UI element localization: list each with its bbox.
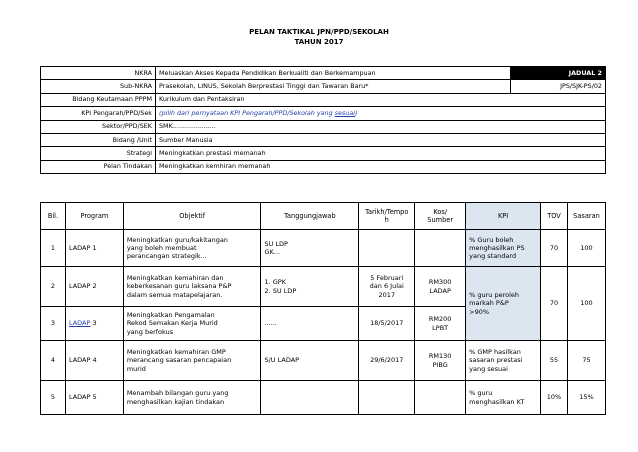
table-row: [41, 230, 606, 267]
nkra-value: Meluaskan Akses Kepada Pendidikan Berkualiti dan Berkemampuan: [156, 67, 511, 80]
cell-objektif: [123, 381, 261, 415]
cell-line: yang standard: [469, 252, 517, 261]
bidang-row: [41, 93, 606, 106]
cell-sasaran: 100: [567, 230, 605, 267]
pelan-value: Meningkatkan kemhiran memanah: [156, 160, 606, 173]
cell-kpi: [466, 267, 541, 341]
cell-line: RM200: [428, 315, 452, 324]
program-suffix: 3: [90, 319, 97, 328]
cell-kos: [415, 341, 466, 381]
cell-line: menghasilkan PS: [469, 243, 525, 252]
col-kos-line1: Kos/: [433, 207, 448, 216]
kpi-value-prefix: (pilih dari pernyataan KPI Pengarah/PPD/Sekolah yang: [159, 108, 333, 117]
cell-line: yang berfokus: [126, 327, 174, 336]
col-program: Program: [65, 203, 123, 230]
cell-line: sasaran prestasi: [469, 356, 523, 365]
cell-line: SU LDP: [264, 239, 288, 248]
cell-kos: [415, 307, 466, 341]
cell-program: LADAP 5: [65, 381, 123, 415]
program-link[interactable]: LADAP: [68, 319, 91, 328]
cell-tarikh: [359, 307, 415, 341]
cell-line: RM130: [428, 352, 452, 361]
cell-tarikh: [359, 230, 415, 267]
cell-line: % guru: [469, 389, 493, 398]
cell-objektif: [123, 230, 261, 267]
jadual-badge: JADUAL 2: [511, 67, 606, 80]
col-sasaran: Sasaran: [567, 203, 605, 230]
subnkra-label: Sub-NKRA: [41, 80, 156, 93]
kpi-label: KPI Pengarah/PPD/Sek: [41, 107, 156, 120]
cell-bil: 5: [41, 381, 66, 415]
nkra-label: NKRA: [41, 67, 156, 80]
col-tarikh: [359, 203, 415, 230]
cell-tanggungjawab: [261, 230, 359, 267]
cell-tarikh: [359, 381, 415, 415]
cell-program: LADAP 1: [65, 230, 123, 267]
table-row: [41, 381, 606, 415]
unit-row: [41, 133, 606, 146]
col-tarikh-line2: h: [384, 216, 389, 224]
subnkra-row: [41, 80, 606, 93]
document-title: PELAN TAKTIKAL JPN/PPD/SEKOLAH: [249, 28, 389, 36]
sektor-label: Sektor/PPD/SEK: [41, 120, 156, 133]
col-kpi: KPI: [466, 203, 541, 230]
cell-line: ......: [264, 319, 277, 328]
cell-line: GK...: [264, 248, 280, 256]
kpi-value-link[interactable]: sesuai: [334, 108, 356, 117]
cell-line: merancang sasaran pencapaian: [126, 356, 232, 365]
cell-line: markah P&P: [469, 299, 509, 308]
cell-tanggungjawab: [261, 267, 359, 307]
col-tov: TOV: [541, 203, 568, 230]
sektor-row: [41, 120, 606, 133]
unit-value: Sumber Manusia: [156, 133, 606, 146]
cell-bil: 2: [41, 267, 66, 307]
nkra-row: [41, 67, 606, 80]
cell-tov: 55: [541, 341, 568, 381]
col-objektif: Objektif: [123, 203, 261, 230]
col-bil: Bil.: [41, 203, 66, 230]
cell-tanggungjawab: [261, 341, 359, 381]
cell-line: PIBG: [432, 360, 448, 369]
cell-line: yang boleh membuat: [126, 243, 197, 252]
unit-label: Bidang /Unit: [41, 133, 156, 146]
cell-kos: [415, 267, 466, 307]
cell-line: Meningkatkan kemahiran dan: [126, 274, 224, 283]
cell-kos: [415, 230, 466, 267]
cell-bil: 4: [41, 341, 66, 381]
cell-program: [65, 307, 123, 341]
cell-line: LPBT: [432, 323, 449, 332]
cell-line: % GMP hasilkan: [469, 348, 521, 357]
cell-line: 2017: [378, 290, 396, 299]
cell-kpi: [466, 381, 541, 415]
cell-line: Meningkatkan guru/kakitangan: [126, 235, 228, 244]
cell-line: Rekod Semakan Kerja Murid: [126, 319, 218, 328]
cell-tov: 10%: [541, 381, 568, 415]
cell-bil: 3: [41, 307, 66, 341]
cell-line: >90%: [469, 307, 490, 316]
cell-line: menghasilkan KT: [469, 397, 525, 406]
pelan-label: Pelan Tindakan: [41, 160, 156, 173]
pelan-row: [41, 160, 606, 173]
cell-line: yang sesuai: [469, 364, 508, 373]
cell-line: perancangan strategik...: [126, 252, 207, 261]
program-table: [40, 202, 606, 415]
bidang-value: Kurikulum dan Pentaksiran: [156, 93, 606, 106]
cell-line: 29/6/2017: [370, 356, 404, 365]
cell-kos: [415, 381, 466, 415]
cell-objektif: [123, 307, 261, 341]
cell-line: RM300: [428, 278, 452, 287]
cell-tanggungjawab: [261, 381, 359, 415]
cell-objektif: [123, 267, 261, 307]
cell-sasaran: 15%: [567, 381, 605, 415]
table-row: [41, 267, 606, 307]
table-header-row: [41, 203, 606, 230]
cell-program: LADAP 2: [65, 267, 123, 307]
cell-sasaran: 75: [567, 341, 605, 381]
cell-kpi: [466, 341, 541, 381]
cell-line: Meningkatkan Pengamalan: [126, 311, 215, 320]
cell-line: % guru peroleh: [469, 291, 520, 300]
cell-kpi: [466, 230, 541, 267]
cell-sasaran: 100: [567, 267, 605, 341]
cell-line: murid: [126, 364, 146, 373]
cell-line: S/U LADAP: [264, 356, 300, 365]
strategi-value: Meningkatkan prestasi memanah: [156, 147, 606, 160]
cell-line: Menambah bilangan guru yang: [126, 389, 229, 398]
cell-line: keberkesanan guru laksana P&P: [126, 282, 232, 291]
form-code: JPS/SJK-PS/02: [511, 80, 606, 93]
col-tanggungjawab: Tanggungjawab: [261, 203, 359, 230]
cell-line: 2. SU LDP: [264, 286, 297, 295]
header-info-table: [40, 66, 606, 174]
cell-line: Meningkatkan kemahiran GMP: [126, 348, 226, 357]
bidang-label: Bidang Keutamaan PPPM: [41, 93, 156, 106]
sektor-value: SMK.....................: [156, 120, 606, 133]
cell-line: 5 Februari: [370, 274, 404, 283]
col-kos-line2: Sumber: [427, 216, 454, 224]
cell-tarikh: [359, 341, 415, 381]
kpi-row: [41, 107, 606, 120]
cell-tarikh: [359, 267, 415, 307]
cell-objektif: [123, 341, 261, 381]
cell-line: % Guru boleh: [469, 235, 514, 244]
col-tarikh-line1: Tarikh/Tempo: [365, 207, 409, 216]
cell-tanggungjawab: [261, 307, 359, 341]
strategi-label: Strategi: [41, 147, 156, 160]
cell-tov: 70: [541, 230, 568, 267]
document-year: TAHUN 2017: [294, 38, 344, 46]
cell-line: dalam semua matapelajaran.: [126, 290, 223, 299]
cell-line: menghasilkan kajian tindakan: [126, 397, 225, 406]
strategi-row: [41, 147, 606, 160]
cell-tov: 70: [541, 267, 568, 341]
cell-line: 18/5/2017: [370, 319, 404, 328]
kpi-value-suffix: ): [355, 108, 358, 117]
kpi-value: [156, 107, 606, 120]
cell-line: 1. GPK: [264, 278, 286, 287]
cell-program: LADAP 4: [65, 341, 123, 381]
cell-line: dan 6 Julai: [369, 282, 404, 291]
cell-line: LADAP: [429, 286, 451, 295]
cell-bil: 1: [41, 230, 66, 267]
subnkra-value: Prasekolah, LINUS, Sekolah Berprestasi Tinggi dan Tawaran Baru*: [156, 80, 511, 93]
col-kos: [415, 203, 466, 230]
table-row: [41, 341, 606, 381]
